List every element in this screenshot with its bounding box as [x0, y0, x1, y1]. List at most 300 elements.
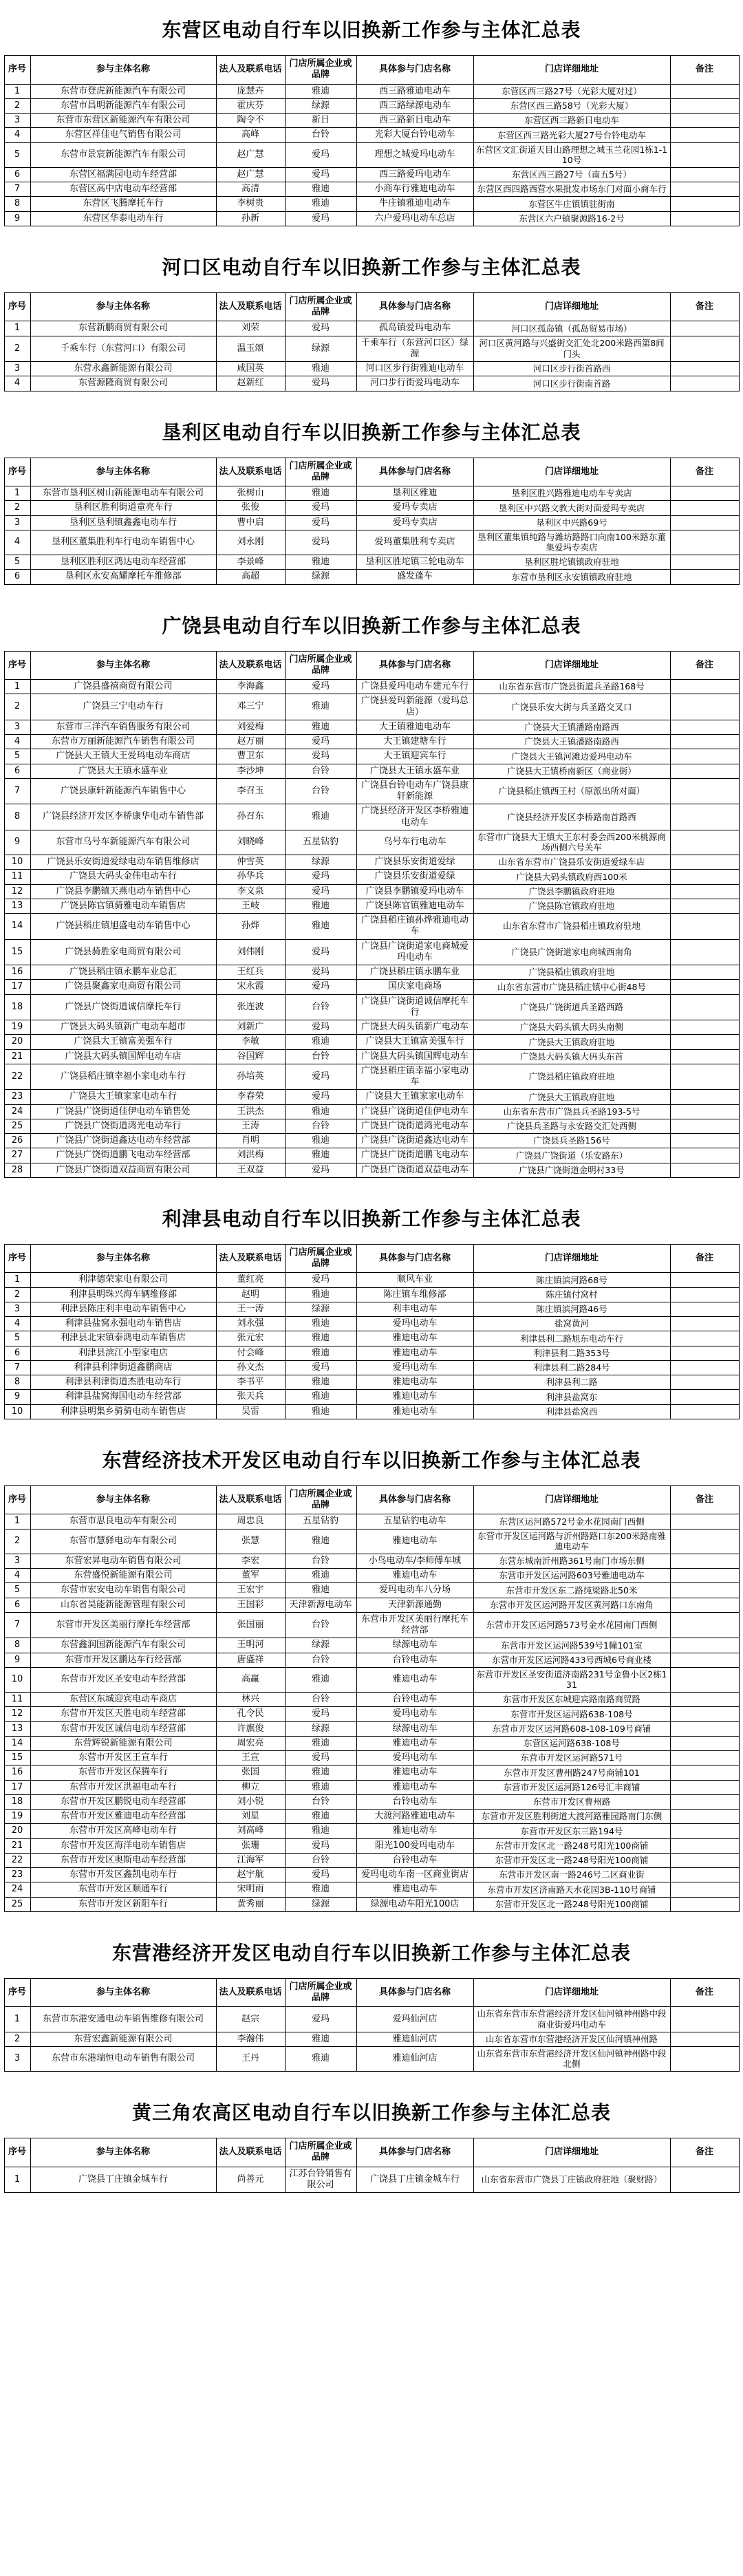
cell-store-name: 爱玛电动车 — [356, 1707, 473, 1721]
cell-index: 18 — [4, 1794, 30, 1809]
column-header: 法人及联系电话 — [216, 56, 285, 85]
table-row — [4, 1529, 739, 1554]
section-title: 东营港经济开发区电动自行车以旧换新工作参与主体汇总表 — [111, 1941, 631, 1964]
cell-index: 26 — [4, 1134, 30, 1148]
cell-store-name: 广饶县广饶街道鸿光电动车 — [356, 1119, 473, 1133]
table-header-row — [4, 458, 739, 486]
table-row — [4, 376, 739, 391]
table-row — [4, 1824, 739, 1838]
table-row — [4, 1020, 739, 1035]
cell-remark — [670, 1693, 739, 1707]
cell-participant-name: 广饶县李鹏镇天燕电动车销售中心 — [30, 884, 216, 899]
table-row — [4, 1751, 739, 1765]
cell-store-name: 垦利区胜坨镇三轮电动车 — [356, 555, 473, 570]
cell-participant-name: 利津县明珠兴海车辆维修部 — [30, 1287, 216, 1302]
cell-store-address: 东营区西三路27号（南五5号） — [473, 167, 670, 182]
cell-index: 6 — [4, 1346, 30, 1360]
cell-store-address: 陈庄镇滨河路46号 — [473, 1302, 670, 1316]
cell-remark — [670, 2007, 739, 2032]
column-header: 参与主体名称 — [30, 1485, 216, 1514]
cell-brand: 绿源 — [285, 1897, 356, 1911]
cell-store-name: 广饶县李鹏镇爱玛电动车 — [356, 884, 473, 899]
table-row — [4, 1302, 739, 1316]
cell-brand: 雅迪 — [285, 1765, 356, 1780]
cell-index: 1 — [4, 1514, 30, 1529]
table-row — [4, 1273, 739, 1287]
cell-legal-person: 李召玉 — [216, 778, 285, 804]
table-row — [4, 1638, 739, 1653]
cell-index: 8 — [4, 197, 30, 211]
cell-store-address: 广饶县经济开发区李桥路南首路西 — [473, 804, 670, 830]
table-header-row — [4, 1978, 739, 2007]
cell-store-name: 台铃电动车 — [356, 1693, 473, 1707]
cell-store-address: 东营区西三路58号（光彩大厦） — [473, 98, 670, 113]
cell-participant-name: 东营鑫润国新能源汽车有限公司 — [30, 1638, 216, 1653]
cell-participant-name: 广饶县陈官镇骑雅电动车销售店 — [30, 899, 216, 913]
cell-remark — [670, 694, 739, 720]
cell-index: 1 — [4, 486, 30, 501]
cell-store-address: 东营区西四路西营水果批发市场东门对面小商车行 — [473, 182, 670, 197]
cell-legal-person: 刘爱梅 — [216, 720, 285, 734]
cell-brand: 爱玛 — [285, 1090, 356, 1104]
column-header: 备注 — [670, 56, 739, 85]
cell-legal-person: 陶令不 — [216, 114, 285, 128]
cell-legal-person: 张俊 — [216, 501, 285, 515]
table-row — [4, 1897, 739, 1911]
column-header: 参与主体名称 — [30, 458, 216, 486]
cell-participant-name: 广饶县大王镇富美强车行 — [30, 1035, 216, 1049]
cell-store-name: 天津新源通勤 — [356, 1598, 473, 1612]
table-row — [4, 2032, 739, 2046]
table-row — [4, 197, 739, 211]
cell-brand: 爱玛 — [285, 1707, 356, 1721]
cell-brand: 台铃 — [285, 994, 356, 1020]
table-row — [4, 870, 739, 884]
cell-participant-name: 东营区祥佳电气销售有限公司 — [30, 128, 216, 142]
column-header: 法人及联系电话 — [216, 292, 285, 321]
cell-store-name: 广饶县爱玛新能源（爱玛总店） — [356, 694, 473, 720]
cell-legal-person: 刘永强 — [216, 1317, 285, 1331]
cell-brand: 雅迪 — [285, 1736, 356, 1750]
table-row — [4, 1612, 739, 1638]
cell-legal-person: 王红兵 — [216, 965, 285, 980]
cell-store-address: 东营市开发区北一路248号阳光100商铺 — [473, 1853, 670, 1867]
cell-store-address: 山东省东营市广饶县稻庄镇中心街48号 — [473, 980, 670, 994]
cell-index: 3 — [4, 515, 30, 530]
cell-brand: 台铃 — [285, 1853, 356, 1867]
cell-index: 19 — [4, 1020, 30, 1035]
cell-remark — [670, 1119, 739, 1133]
cell-brand: 雅迪 — [285, 486, 356, 501]
cell-brand: 爱玛 — [285, 939, 356, 965]
cell-participant-name: 利津县明集乡骑骑电动车销售店 — [30, 1404, 216, 1419]
cell-store-name: 广饶县爱玛电动车建元车行 — [356, 680, 473, 694]
cell-remark — [670, 1638, 739, 1653]
cell-legal-person: 李敏 — [216, 1035, 285, 1049]
table-row — [4, 1882, 739, 1897]
cell-remark — [670, 1273, 739, 1287]
cell-store-address: 广饶县广饶街道兵圣路西路 — [473, 994, 670, 1020]
table-row — [4, 1853, 739, 1867]
participant-table — [4, 1978, 740, 2072]
cell-store-name: 垦利区雅迪 — [356, 486, 473, 501]
cell-remark — [670, 570, 739, 584]
column-header: 具体参与门店名称 — [356, 1244, 473, 1273]
cell-participant-name: 东营市开发区诚信电动车经营部 — [30, 1721, 216, 1736]
cell-store-address: 东营市开发区运河路539号1幢101室 — [473, 1638, 670, 1653]
cell-store-address: 利津县利二路旭东电动车行 — [473, 1331, 670, 1346]
district-section — [0, 1446, 743, 1912]
cell-store-name: 大王镇雅迪电动车 — [356, 720, 473, 734]
column-header: 具体参与门店名称 — [356, 1485, 473, 1514]
table-row — [4, 1667, 739, 1692]
cell-store-address: 山东省东营市广饶县街道兵圣路168号 — [473, 680, 670, 694]
column-header: 参与主体名称 — [30, 1978, 216, 2007]
cell-store-address: 广饶县大码头镇大码头南侧 — [473, 1020, 670, 1035]
cell-index: 4 — [4, 128, 30, 142]
cell-store-name: 广饶县丁庄镇金城车行 — [356, 2167, 473, 2193]
cell-store-name: 广饶县乐安街道爱绿 — [356, 870, 473, 884]
cell-index: 3 — [4, 114, 30, 128]
column-header: 序号 — [4, 2138, 30, 2167]
cell-remark — [670, 1134, 739, 1148]
cell-brand: 爱玛 — [285, 735, 356, 749]
cell-store-address: 东营市开发区运河路433号西城6号商业楼 — [473, 1653, 670, 1667]
cell-brand: 雅迪 — [285, 1667, 356, 1692]
cell-legal-person: 赵新红 — [216, 376, 285, 391]
cell-participant-name: 东营宏鑫新能源有限公司 — [30, 2032, 216, 2046]
cell-remark — [670, 804, 739, 830]
cell-remark — [670, 1751, 739, 1765]
cell-store-name: 河口步行街爱玛电动车 — [356, 376, 473, 391]
cell-store-address: 利津县盐窝西 — [473, 1404, 670, 1419]
cell-legal-person: 刘永刚 — [216, 530, 285, 555]
cell-legal-person: 李树贵 — [216, 197, 285, 211]
cell-index: 3 — [4, 720, 30, 734]
cell-index: 13 — [4, 899, 30, 913]
cell-store-address: 东营区西三路新日电动车 — [473, 114, 670, 128]
cell-remark — [670, 2032, 739, 2046]
column-header: 备注 — [670, 1244, 739, 1273]
cell-store-name: 孤岛镇爱玛电动车 — [356, 321, 473, 336]
cell-remark — [670, 1360, 739, 1375]
cell-participant-name: 东营市开发区王宣车行 — [30, 1751, 216, 1765]
cell-index: 16 — [4, 965, 30, 980]
cell-legal-person: 孔令民 — [216, 1707, 285, 1721]
cell-brand: 雅迪 — [285, 914, 356, 940]
participant-table — [4, 55, 740, 226]
cell-store-address: 东营市开发区东三路194号 — [473, 1824, 670, 1838]
cell-participant-name: 东营市开发区天胜电动车经营部 — [30, 1707, 216, 1721]
column-header: 门店详细地址 — [473, 1978, 670, 2007]
column-header: 序号 — [4, 292, 30, 321]
cell-index: 25 — [4, 1119, 30, 1133]
column-header: 序号 — [4, 1485, 30, 1514]
cell-store-address: 山东省东营市广饶县乐安街道爱绿车店 — [473, 855, 670, 870]
column-header: 门店详细地址 — [473, 292, 670, 321]
table-row — [4, 1780, 739, 1794]
cell-legal-person: 高超 — [216, 570, 285, 584]
cell-brand: 台铃 — [285, 764, 356, 778]
cell-store-address: 河口区孤岛镇（孤岛贸易市场） — [473, 321, 670, 336]
cell-store-name: 爱玛专卖店 — [356, 501, 473, 515]
cell-store-address: 东营东城南沂州路361号南门市场东侧 — [473, 1554, 670, 1568]
cell-store-address: 广饶县兵圣路156号 — [473, 1134, 670, 1148]
cell-index: 5 — [4, 1583, 30, 1598]
table-row — [4, 899, 739, 913]
cell-brand: 爱玛 — [285, 501, 356, 515]
table-header-row — [4, 56, 739, 85]
table-row — [4, 1360, 739, 1375]
cell-index: 25 — [4, 1897, 30, 1911]
cell-remark — [670, 1612, 739, 1638]
cell-legal-person: 黄秀丽 — [216, 1897, 285, 1911]
table-row — [4, 994, 739, 1020]
cell-brand: 五星钻豹 — [285, 830, 356, 855]
cell-remark — [670, 778, 739, 804]
cell-participant-name: 广饶县三宁电动车行 — [30, 694, 216, 720]
table-row — [4, 965, 739, 980]
cell-brand: 雅迪 — [285, 1583, 356, 1598]
cell-legal-person: 刘高峰 — [216, 1824, 285, 1838]
table-row — [4, 142, 739, 167]
cell-participant-name: 垦利区董集胜利车行电动车销售中心 — [30, 530, 216, 555]
cell-index: 13 — [4, 1721, 30, 1736]
cell-store-address: 东营市广饶县大王镇大王东村委会西200米桃源商场西侧六号关车 — [473, 830, 670, 855]
cell-index: 3 — [4, 2046, 30, 2071]
column-header: 参与主体名称 — [30, 2138, 216, 2167]
table-row — [4, 362, 739, 376]
cell-store-name: 广饶县陈官镇雅迪电动车 — [356, 899, 473, 913]
table-row — [4, 98, 739, 113]
cell-index: 15 — [4, 1751, 30, 1765]
cell-index: 11 — [4, 1693, 30, 1707]
cell-store-name: 爱玛电动车南一区商业街店 — [356, 1868, 473, 1882]
cell-remark — [670, 1780, 739, 1794]
cell-participant-name: 广饶县大码头镇国辉电动车店 — [30, 1049, 216, 1064]
cell-store-address: 陈庄镇付窝村 — [473, 1287, 670, 1302]
cell-store-name: 绿源电动车 — [356, 1638, 473, 1653]
cell-remark — [670, 720, 739, 734]
table-row — [4, 1090, 739, 1104]
column-header: 具体参与门店名称 — [356, 458, 473, 486]
table-row — [4, 570, 739, 584]
cell-brand: 爱玛 — [285, 680, 356, 694]
cell-brand: 台铃 — [285, 1693, 356, 1707]
table-row — [4, 1736, 739, 1750]
table-row — [4, 1134, 739, 1148]
cell-remark — [670, 1090, 739, 1104]
table-row — [4, 804, 739, 830]
cell-participant-name: 广饶县乐安街道爱绿电动车销售维修店 — [30, 855, 216, 870]
cell-store-name: 光彩大厦台铃电动车 — [356, 128, 473, 142]
cell-remark — [670, 1514, 739, 1529]
cell-brand: 绿源 — [285, 855, 356, 870]
cell-brand: 绿源 — [285, 1721, 356, 1736]
participant-table — [4, 651, 740, 1178]
cell-legal-person: 赵宗 — [216, 2007, 285, 2032]
column-header: 备注 — [670, 651, 739, 680]
cell-remark — [670, 980, 739, 994]
cell-brand: 台铃 — [285, 778, 356, 804]
cell-participant-name: 广饶县稻庄镇永鹏车业总汇 — [30, 965, 216, 980]
cell-participant-name: 广饶县大王镇永盛车业 — [30, 764, 216, 778]
cell-legal-person: 谷国辉 — [216, 1049, 285, 1064]
cell-participant-name: 广饶县广饶街道鸿光电动车行 — [30, 1119, 216, 1133]
cell-store-name: 爱玛专卖店 — [356, 515, 473, 530]
table-row — [4, 167, 739, 182]
column-header: 备注 — [670, 458, 739, 486]
cell-participant-name: 广饶县经济开发区李桥康华电动车销售部 — [30, 804, 216, 830]
cell-index: 1 — [4, 680, 30, 694]
cell-participant-name: 东营市开发区高峰电动车行 — [30, 1824, 216, 1838]
cell-brand: 雅迪 — [285, 182, 356, 197]
cell-store-address: 利津县利二路284号 — [473, 1360, 670, 1375]
cell-remark — [670, 735, 739, 749]
cell-remark — [670, 98, 739, 113]
cell-legal-person: 董军 — [216, 1569, 285, 1583]
cell-store-address: 东营市开发区运河路638-108号 — [473, 1707, 670, 1721]
cell-store-name: 广饶县台铃电动车广饶县康轩新能源 — [356, 778, 473, 804]
cell-store-name: 广饶县广饶街道诚信摩托车行 — [356, 994, 473, 1020]
table-row — [4, 2046, 739, 2071]
cell-legal-person: 付会峰 — [216, 1346, 285, 1360]
cell-store-address: 垦利区胜兴路雅迪电动车专卖店 — [473, 486, 670, 501]
cell-store-address: 东营区运河路638-108号 — [473, 1736, 670, 1750]
cell-index: 4 — [4, 735, 30, 749]
cell-brand: 雅迪 — [285, 720, 356, 734]
cell-participant-name: 广饶县稻庄镇幸福小家电动车行 — [30, 1064, 216, 1090]
cell-legal-person: 刘荣 — [216, 321, 285, 336]
cell-participant-name: 东营市开发区海洋电动车销售店 — [30, 1838, 216, 1853]
cell-index: 3 — [4, 1302, 30, 1316]
cell-store-name: 大王镇迎宾车行 — [356, 749, 473, 764]
column-header: 参与主体名称 — [30, 292, 216, 321]
cell-participant-name: 垦利区胜利区鸿达电动车经营部 — [30, 555, 216, 570]
cell-brand: 台铃 — [285, 128, 356, 142]
column-header: 门店所属企业或品牌 — [285, 1485, 356, 1514]
cell-index: 3 — [4, 362, 30, 376]
cell-store-name: 雅迪电动车 — [356, 1736, 473, 1750]
table-row — [4, 1035, 739, 1049]
cell-legal-person: 张国 — [216, 1765, 285, 1780]
cell-brand: 爱玛 — [285, 965, 356, 980]
cell-store-address: 广饶县稻庄镇西王村（原派出所对面） — [473, 778, 670, 804]
cell-brand: 台铃 — [285, 1794, 356, 1809]
section-title: 广饶县电动自行车以旧换新工作参与主体汇总表 — [162, 614, 581, 637]
cell-legal-person: 张连波 — [216, 994, 285, 1020]
cell-participant-name: 东营市万丽新能源汽车销售有限公司 — [30, 735, 216, 749]
cell-store-address: 广饶县稻庄镇政府驻地 — [473, 965, 670, 980]
cell-brand: 爱玛 — [285, 321, 356, 336]
cell-legal-person: 王洪杰 — [216, 1104, 285, 1119]
table-row — [4, 1693, 739, 1707]
cell-participant-name: 东营市开发区鑫凯电动车行 — [30, 1868, 216, 1882]
cell-remark — [670, 855, 739, 870]
cell-brand: 爱玛 — [285, 1163, 356, 1177]
cell-legal-person: 曹卫东 — [216, 749, 285, 764]
cell-legal-person: 王宏宇 — [216, 1583, 285, 1598]
cell-brand: 雅迪 — [285, 1780, 356, 1794]
table-row — [4, 1104, 739, 1119]
cell-remark — [670, 2046, 739, 2071]
cell-store-address: 东营市开发区曹州路 — [473, 1794, 670, 1809]
cell-participant-name: 东营市开发区洪福电动车行 — [30, 1780, 216, 1794]
column-header: 参与主体名称 — [30, 651, 216, 680]
cell-remark — [670, 1317, 739, 1331]
table-row — [4, 980, 739, 994]
cell-index: 28 — [4, 1163, 30, 1177]
cell-brand: 雅迪 — [285, 899, 356, 913]
cell-brand: 雅迪 — [285, 555, 356, 570]
table-row — [4, 530, 739, 555]
table-row — [4, 1287, 739, 1302]
table-row — [4, 114, 739, 128]
cell-brand: 台铃 — [285, 1119, 356, 1133]
cell-store-name: 广饶县广饶街道佳伊电动车 — [356, 1104, 473, 1119]
cell-remark — [670, 1404, 739, 1419]
cell-store-address: 东营区牛庄镇镇驻街南 — [473, 197, 670, 211]
cell-index: 8 — [4, 1375, 30, 1390]
cell-store-address: 东营区西三路光彩大厦27号台铃电动车 — [473, 128, 670, 142]
cell-brand: 爱玛 — [285, 1273, 356, 1287]
table-row — [4, 694, 739, 720]
column-header: 序号 — [4, 56, 30, 85]
cell-participant-name: 利津县滨江小型家电店 — [30, 1346, 216, 1360]
cell-remark — [670, 1104, 739, 1119]
cell-remark — [670, 362, 739, 376]
cell-legal-person: 王明河 — [216, 1638, 285, 1653]
cell-remark — [670, 1667, 739, 1692]
cell-store-name: 广饶县大码头镇新广电动车 — [356, 1020, 473, 1035]
cell-legal-person: 李文泉 — [216, 884, 285, 899]
cell-store-address: 广饶县广饶街道金明村33号 — [473, 1163, 670, 1177]
cell-legal-person: 赵广慧 — [216, 167, 285, 182]
cell-store-name: 雅迪电动车 — [356, 1824, 473, 1838]
cell-remark — [670, 764, 739, 778]
cell-legal-person: 柳立 — [216, 1780, 285, 1794]
cell-remark — [670, 1064, 739, 1090]
cell-legal-person: 孙华兵 — [216, 870, 285, 884]
cell-legal-person: 王一涛 — [216, 1302, 285, 1316]
cell-index: 7 — [4, 182, 30, 197]
column-header: 备注 — [670, 1485, 739, 1514]
cell-index: 10 — [4, 1404, 30, 1419]
column-header: 门店详细地址 — [473, 1244, 670, 1273]
cell-index: 7 — [4, 1360, 30, 1375]
cell-store-address: 广饶县大王镇潘路南路西 — [473, 735, 670, 749]
table-row — [4, 486, 739, 501]
cell-participant-name: 东营盛悦新能源有限公司 — [30, 1569, 216, 1583]
cell-legal-person: 赵广慧 — [216, 142, 285, 167]
table-row — [4, 720, 739, 734]
table-row — [4, 1554, 739, 1568]
cell-legal-person: 仲雪英 — [216, 855, 285, 870]
cell-store-name: 顺风车业 — [356, 1273, 473, 1287]
cell-index: 22 — [4, 1853, 30, 1867]
cell-remark — [670, 939, 739, 965]
cell-index: 15 — [4, 939, 30, 965]
cell-store-name: 西三路爱玛电动车 — [356, 167, 473, 182]
cell-brand: 雅迪 — [285, 694, 356, 720]
table-row — [4, 1765, 739, 1780]
table-row — [4, 1569, 739, 1583]
cell-store-address: 东营市开发区济南路天水花园3B-110号商铺 — [473, 1882, 670, 1897]
column-header: 法人及联系电话 — [216, 1244, 285, 1273]
cell-remark — [670, 1882, 739, 1897]
table-header-row — [4, 651, 739, 680]
cell-store-name: 雅迪电动车 — [356, 1667, 473, 1692]
